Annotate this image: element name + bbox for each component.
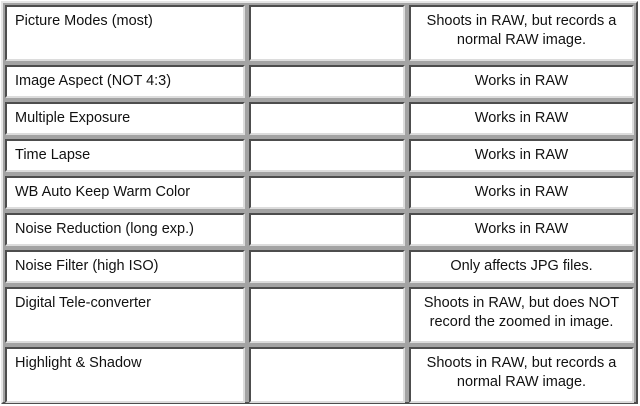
raw-settings-table [1, 1, 638, 404]
raw-cell [249, 5, 405, 61]
setting-cell: Image Aspect (NOT 4:3) [5, 65, 245, 98]
setting-cell: Multiple Exposure [5, 102, 245, 135]
raw-cell [249, 287, 405, 343]
raw-cell [249, 176, 405, 209]
effect-cell: Works in RAW [409, 213, 634, 246]
effect-cell: Works in RAW [409, 65, 634, 98]
effect-cell: Works in RAW [409, 139, 634, 172]
raw-cell [249, 102, 405, 135]
setting-cell: Highlight & Shadow [5, 347, 245, 403]
effect-cell: Only affects JPG files. [409, 250, 634, 283]
raw-cell [249, 213, 405, 246]
effect-cell: Works in RAW [409, 102, 634, 135]
setting-cell: Noise Reduction (long exp.) [5, 213, 245, 246]
setting-cell: Noise Filter (high ISO) [5, 250, 245, 283]
effect-cell: Works in RAW [409, 176, 634, 209]
raw-cell [249, 347, 405, 403]
setting-cell: Digital Tele-converter [5, 287, 245, 343]
raw-cell [249, 250, 405, 283]
raw-cell [249, 139, 405, 172]
setting-cell: WB Auto Keep Warm Color [5, 176, 245, 209]
setting-cell: Time Lapse [5, 139, 245, 172]
setting-cell: Picture Modes (most) [5, 5, 245, 61]
effect-cell: Shoots in RAW, but records a normal RAW image. [409, 347, 634, 403]
effect-cell: Shoots in RAW, but records a normal RAW image. [409, 5, 634, 61]
effect-cell: Shoots in RAW, but does NOT record the zoomed in image. [409, 287, 634, 343]
raw-cell [249, 65, 405, 98]
